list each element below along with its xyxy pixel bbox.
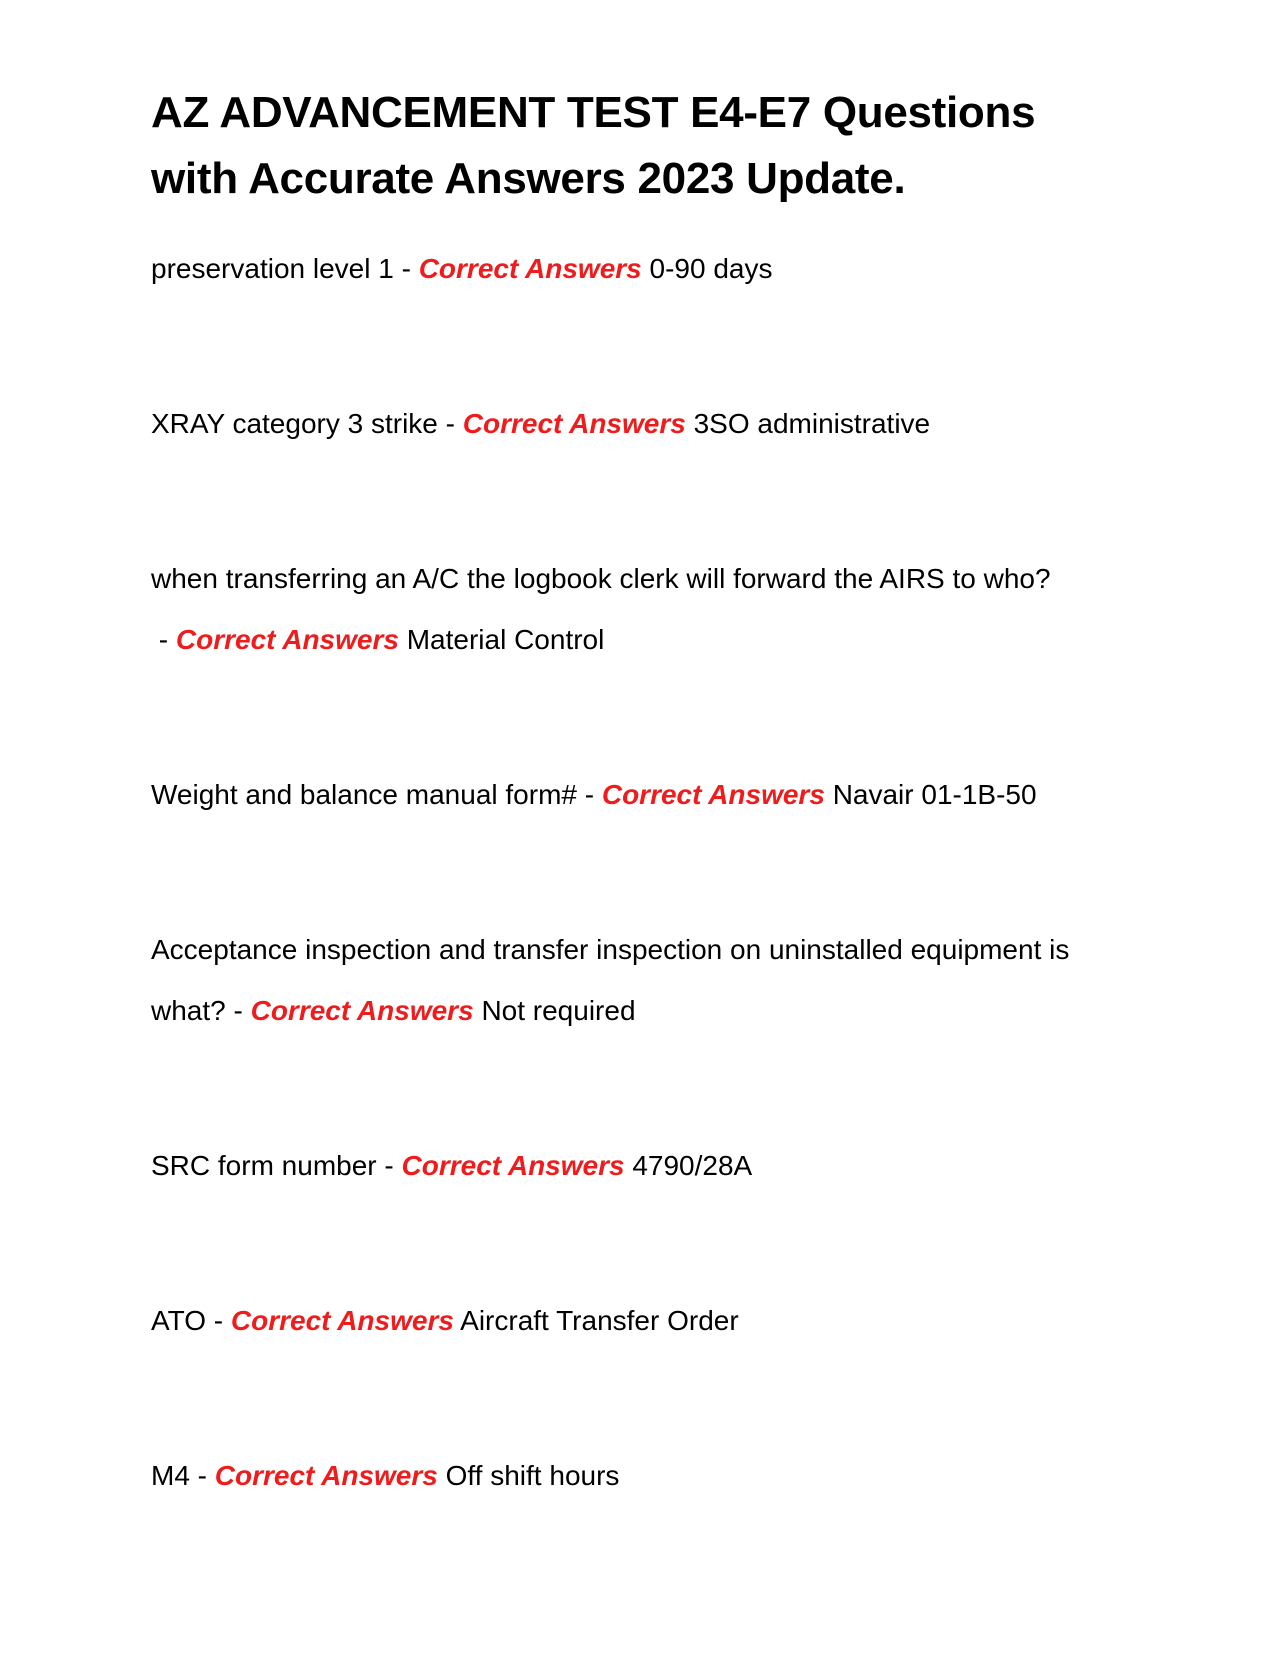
answer-text: 4790/28A [632, 1150, 753, 1181]
qa-item [151, 548, 1121, 670]
separator: - [205, 1305, 231, 1336]
correct-answers-label: Correct Answers [250, 995, 474, 1026]
question-text: ATO [151, 1305, 206, 1336]
qa-item [151, 238, 1121, 299]
correct-answers-label: Correct Answers [214, 1460, 438, 1491]
answer-text: Not required [481, 995, 636, 1026]
qa-item [151, 1135, 1121, 1196]
correct-answers-label: Correct Answers [230, 1305, 454, 1336]
answer-text: 0-90 days [649, 253, 773, 284]
qa-item [151, 764, 1121, 825]
document-content [151, 80, 1121, 1600]
question-text: SRC form number [151, 1150, 377, 1181]
document-title: AZ ADVANCEMENT TEST E4-E7 Questions with Accurate Answers 2023 Update. [151, 88, 1036, 203]
separator: - [151, 624, 176, 655]
answer-text: Off shift hours [445, 1460, 620, 1491]
qa-item [151, 393, 1121, 454]
separator: - [189, 1460, 215, 1491]
correct-answers-label: Correct Answers [418, 253, 642, 284]
answer-text: 3SO administrative [693, 408, 931, 439]
answer-text: Material Control [406, 624, 605, 655]
correct-answers-label: Correct Answers [175, 624, 399, 655]
question-text: XRAY category 3 strike [151, 408, 438, 439]
correct-answers-label: Correct Answers [401, 1150, 625, 1181]
question-text: when transferring an A/C the logbook clerk will forward the AIRS to who? [151, 563, 1051, 594]
correct-answers-label: Correct Answers [462, 408, 686, 439]
qa-item [151, 1445, 1121, 1506]
separator: - [376, 1150, 402, 1181]
answer-text: Navair 01-1B-50 [832, 779, 1037, 810]
question-text: Weight and balance manual form# [151, 779, 577, 810]
answer-text: Aircraft Transfer Order [460, 1305, 739, 1336]
qa-item [151, 919, 1121, 1041]
correct-answers-label: Correct Answers [601, 779, 825, 810]
separator: - [225, 995, 251, 1026]
question-text: preservation level 1 [151, 253, 394, 284]
qa-item [151, 1290, 1121, 1351]
separator: - [437, 408, 463, 439]
separator: - [393, 253, 419, 284]
question-text: Acceptance inspection and transfer inspection on uninstalled equipment is what? [151, 934, 1070, 1026]
separator: - [576, 779, 602, 810]
question-text: M4 [151, 1460, 190, 1491]
qa-list [151, 238, 1121, 1506]
